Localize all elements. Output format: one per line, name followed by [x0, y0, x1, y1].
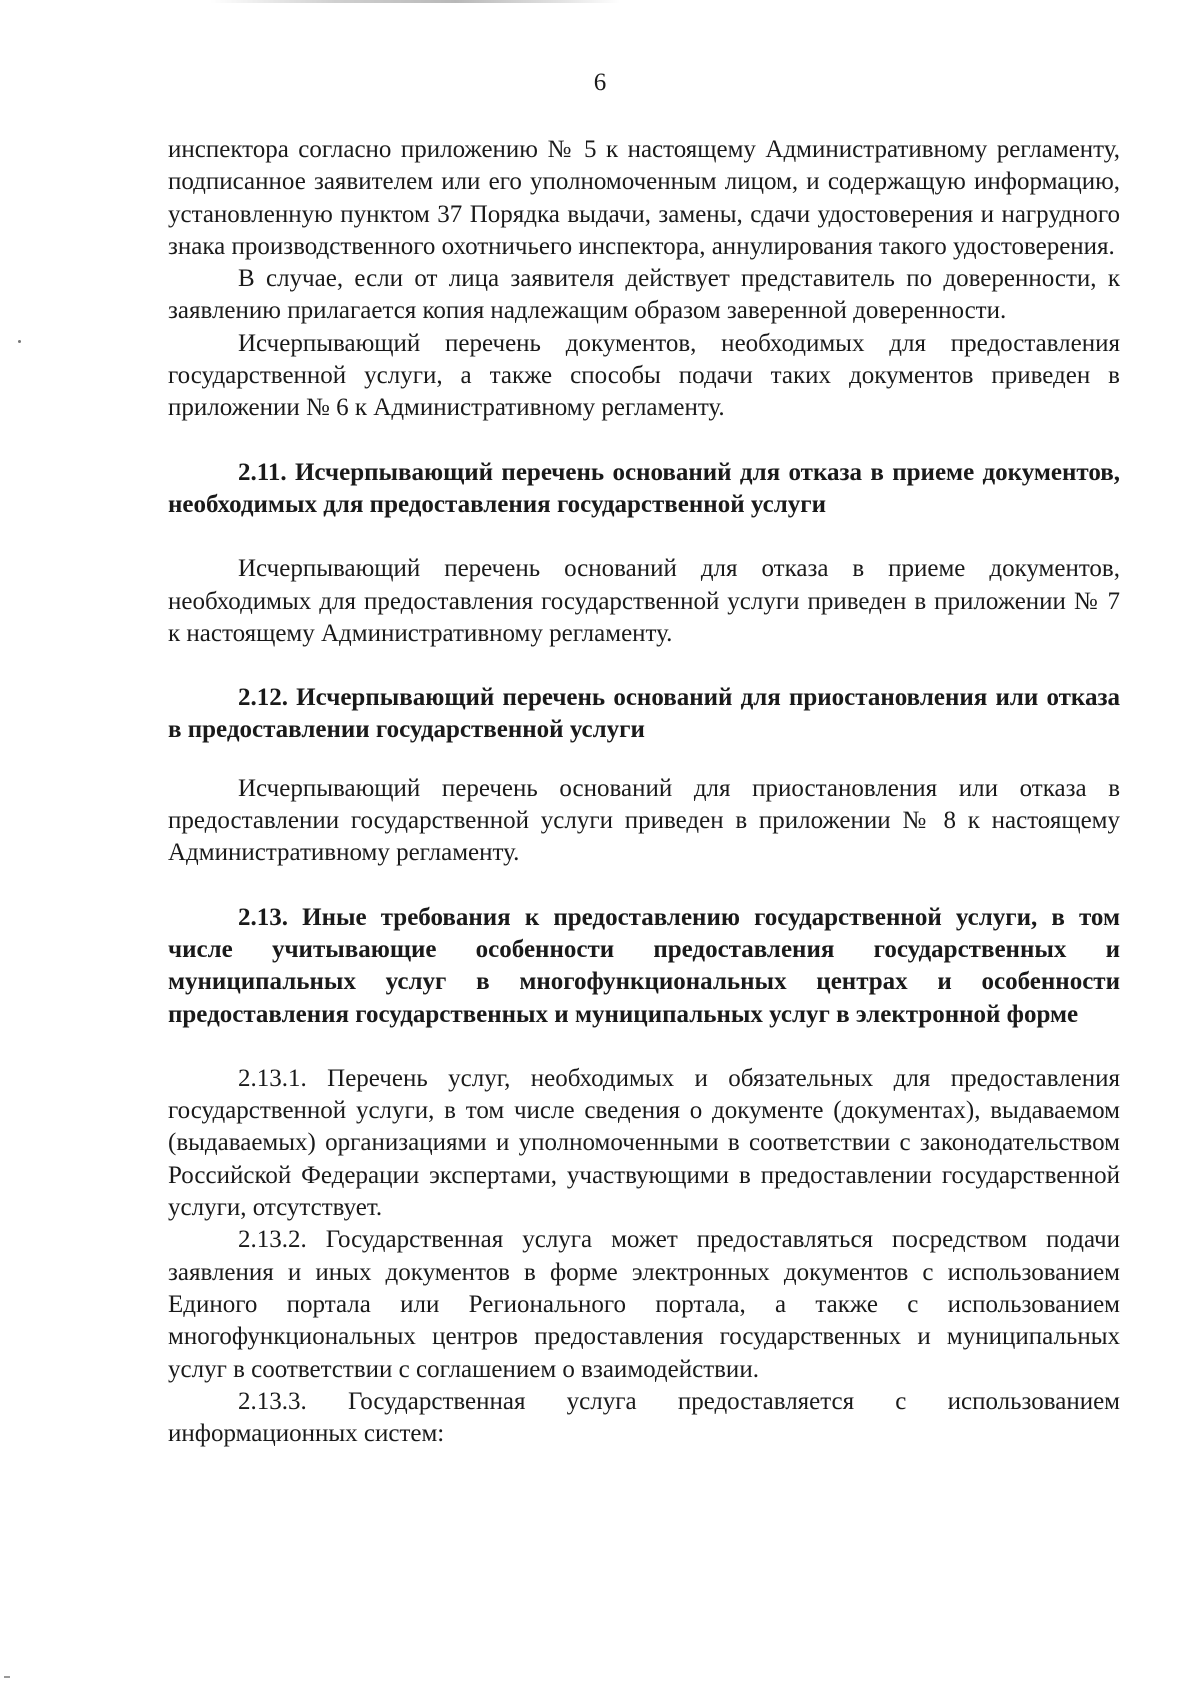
- scan-artifact-top: [210, 0, 620, 3]
- paragraph-refusal-grounds: Исчерпывающий перечень оснований для отказа в приеме документов, необходимых для предоставления государственной услуги приведен в приложении № 7 к настоящему Административному регламенту.: [168, 555, 1120, 647]
- spacer: [168, 870, 1120, 902]
- section-heading-2-13: 2.13. Иные требования к предоставлению государственной услуги, в том числе учитывающие особенности предоставления государственных и муниципальных услуг в многофункциональных центрах и особенности предоставления государственных и муниципальных услуг в электронной форме: [168, 903, 1120, 1028]
- spacer: [168, 747, 1120, 773]
- scan-artifact-tick: [4, 1676, 10, 1678]
- spacer: [168, 521, 1120, 553]
- paragraph-2-13-1: 2.13.1. Перечень услуг, необходимых и обязательных для предоставления государственной услуги, в том числе сведения о документе (документах), выдаваемом (выдаваемых) организациями и уполномоченными в соответствии с законодательством Российской Федерации экспертами, участвующими в предоставлении государственной услуги, отсутствует.: [168, 1064, 1120, 1222]
- paragraph-suspension-grounds: Исчерпывающий перечень оснований для приостановления или отказа в предоставлении государственной услуги приведен в приложении № 8 к настоящему Административному регламенту.: [168, 774, 1120, 867]
- document-body: [168, 134, 1120, 1450]
- page-number: 6: [593, 69, 607, 96]
- paragraph-2-13-3: 2.13.3. Государственная услуга предоставляется с использованием информационных систем:: [168, 1387, 1120, 1448]
- paragraph-representative: В случае, если от лица заявителя действует представитель по доверенности, к заявлению прилагается копия надлежащим образом заверенной доверенности.: [168, 265, 1120, 325]
- section-heading-2-11: 2.11. Исчерпывающий перечень оснований для отказа в приеме документов, необходимых для предоставления государственной услуги: [168, 458, 1120, 518]
- spacer: [168, 1031, 1120, 1063]
- spacer: [168, 650, 1120, 682]
- paragraph-2-13-2: 2.13.2. Государственная услуга может предоставляться посредством подачи заявления и иных документов в форме электронных документов с использованием Единого портала или Регионального портала, а также с использованием многофункциональных центров предоставления государственных и муниципальных услуг в соответствии с соглашением о взаимодействии.: [168, 1226, 1120, 1383]
- scan-artifact-dot: [18, 340, 21, 343]
- section-heading-2-12: 2.12. Исчерпывающий перечень оснований для приостановления или отказа в предоставлении государственной услуги: [168, 684, 1120, 744]
- paragraph-continuation: инспектора согласно приложению № 5 к настоящему Административному регламенту, подписанное заявителем или его уполномоченным лицом, и содержащую информацию, установленную пунктом 37 Порядка выдачи, замены, сдачи удостоверения и нагрудного знака производственного охотничьего инспектора, аннулирования такого удостоверения.: [168, 136, 1120, 260]
- paragraph-documents-list: Исчерпывающий перечень документов, необходимых для предоставления государственной услуги, а также способы подачи таких документов приведен в приложении № 6 к Административному регламенту.: [168, 329, 1120, 422]
- spacer: [168, 425, 1120, 457]
